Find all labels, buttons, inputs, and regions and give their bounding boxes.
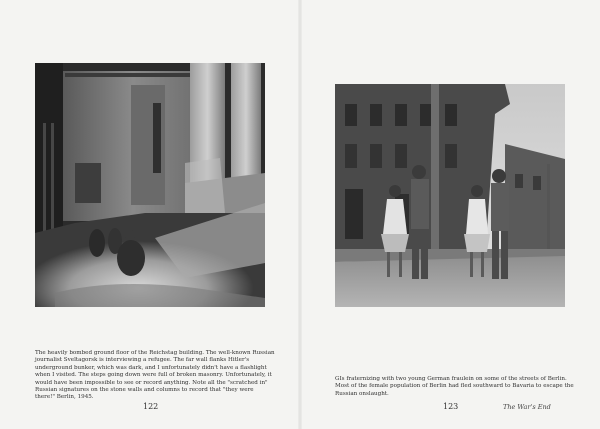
left-page-number: 122 — [143, 402, 159, 411]
running-title: The War's End — [503, 403, 551, 411]
right-page-caption: GIs fraternizing with two young German fraulein on some of the streets of Berlin. Most of the female population of Berlin had fled southward to Bavaria to escape the Russian onslaught. — [335, 376, 574, 397]
right-page — [300, 0, 600, 429]
right-page-number: 123 — [443, 402, 459, 411]
left-page-caption: The heavily bombed ground floor of the Reichstag building. The well-known Russian journalist Sveltagorsk is interviewing a refugee. The far wall flanks Hitler's underground bunker, which was dark, and I unfortunately didn't have a flashlight when I visited. The steps going down were full of broken masonry. Unfortunately, it would have been impossible to see or record anything. Note all the "scratched in" Russian signatures on the stone walls and columns to record that "they were there!" Berlin, 1945. — [35, 350, 275, 401]
berlin-street-photo — [335, 84, 565, 307]
reichstag-interior-photo — [35, 63, 265, 307]
